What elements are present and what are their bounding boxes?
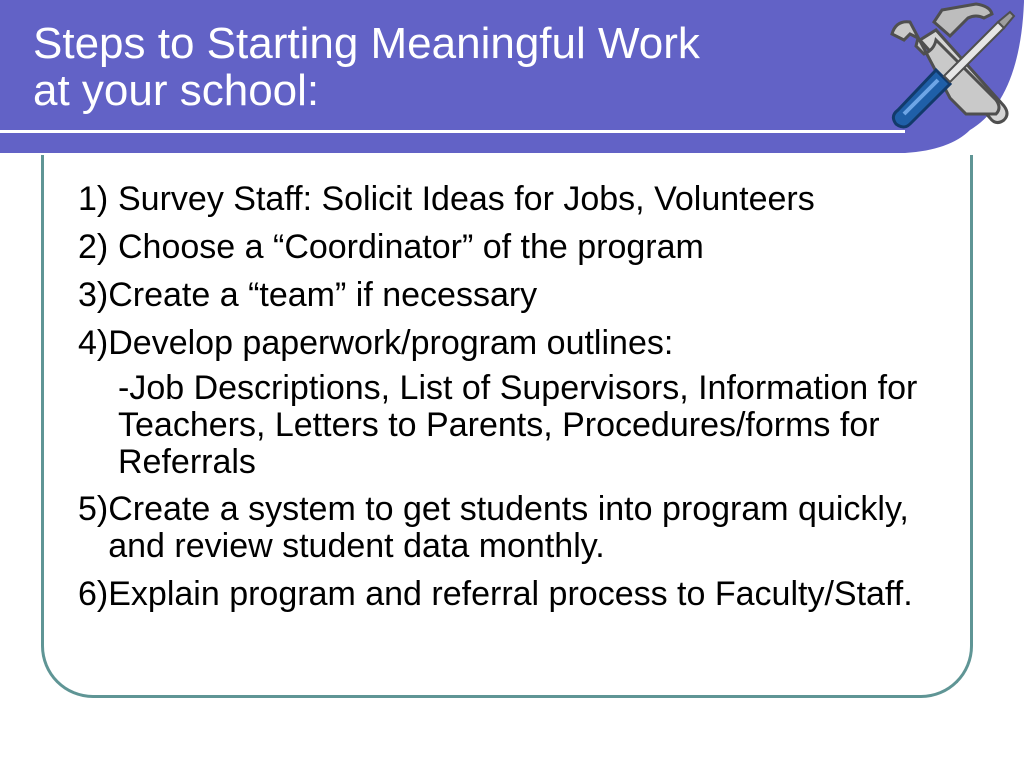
step-text: Develop paperwork/program outlines: bbox=[108, 324, 674, 362]
step-text: Create a “team” if necessary bbox=[108, 276, 538, 314]
step-number: 5) bbox=[78, 490, 109, 528]
step-number: 1) bbox=[78, 180, 109, 218]
title-underline bbox=[0, 130, 905, 133]
list-item bbox=[78, 576, 958, 613]
step-text: Survey Staff: Solicit Ideas for Jobs, Volunteers bbox=[118, 180, 815, 218]
step-number: 4) bbox=[78, 324, 109, 362]
step-text: Create a system to get students into program quickly, and review student data monthly. bbox=[108, 490, 909, 565]
step-text: Explain program and referral process to Faculty/Staff. bbox=[108, 575, 913, 613]
tools-wrench-hammer-icon bbox=[880, 0, 1024, 134]
step-number: 6) bbox=[78, 575, 109, 613]
list-item bbox=[78, 229, 958, 266]
list-item bbox=[78, 277, 958, 314]
step-number: 3) bbox=[78, 276, 109, 314]
steps-list bbox=[78, 181, 958, 624]
sub-list-item: -Job Descriptions, List of Supervisors, Information for Teachers, Letters to Parents, Procedures/forms for Referrals bbox=[118, 369, 918, 481]
step-text: Choose a “Coordinator” of the program bbox=[118, 228, 704, 266]
list-item bbox=[78, 325, 958, 362]
list-item bbox=[78, 491, 958, 565]
list-item bbox=[78, 181, 958, 218]
step-number: 2) bbox=[78, 228, 109, 266]
slide-title: Steps to Starting Meaningful Work at your school: bbox=[33, 19, 700, 115]
